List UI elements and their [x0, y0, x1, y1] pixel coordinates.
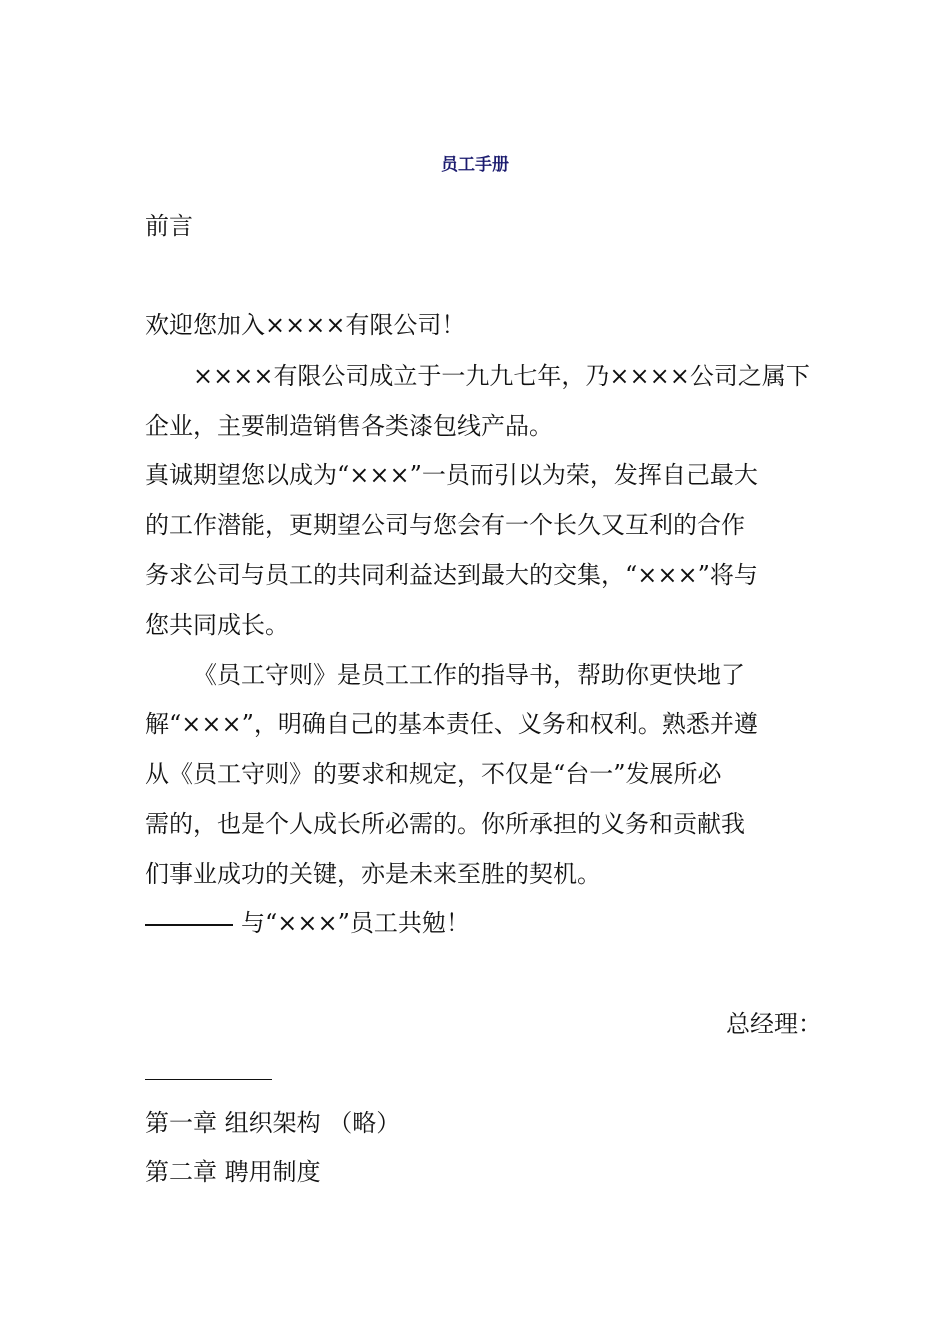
- signature-label: 总经理：: [726, 1010, 822, 1038]
- paragraph2-line: 务求公司与员工的共同利益达到最大的交集，“×××”将与: [145, 561, 758, 589]
- paragraph3-line: 《员工守则》是员工工作的指导书，帮助你更快地了: [193, 661, 745, 689]
- paragraph1-line: 企业，主要制造销售各类漆包线产品。: [145, 412, 553, 440]
- signature-line: [145, 1079, 272, 1080]
- paragraph2-line: 您共同成长。: [145, 611, 289, 639]
- paragraph2-line: 真诚期望您以成为“×××”一员而引以为荣，发挥自己最大: [145, 461, 758, 489]
- document-title: 员工手册: [441, 155, 509, 175]
- em-dash-rule: [145, 924, 233, 926]
- chapter-item: 第二章 聘用制度: [145, 1158, 321, 1186]
- paragraph2-line: 的工作潜能，更期望公司与您会有一个长久又互利的合作: [145, 511, 745, 539]
- chapter-item: 第一章 组织架构 （略）: [145, 1109, 401, 1137]
- paragraph3-line: 需的，也是个人成长所必需的。你所承担的义务和贡献我: [145, 810, 745, 838]
- paragraph3-line: 解“×××”，明确自己的基本责任、义务和权利。熟悉并遵: [145, 710, 758, 738]
- welcome-line: 欢迎您加入××××有限公司！: [145, 311, 466, 339]
- motto-line: [145, 908, 815, 938]
- motto-text: 与“×××”员工共勉！: [241, 909, 470, 937]
- preface-heading: 前言: [145, 212, 193, 240]
- paragraph3-line: 从《员工守则》的要求和规定，不仅是“台一”发展所必: [145, 760, 722, 788]
- paragraph3-line: 们事业成功的关键，亦是未来至胜的契机。: [145, 860, 601, 888]
- paragraph1-line: ××××有限公司成立于一九九七年，乃××××公司之属下: [193, 362, 810, 390]
